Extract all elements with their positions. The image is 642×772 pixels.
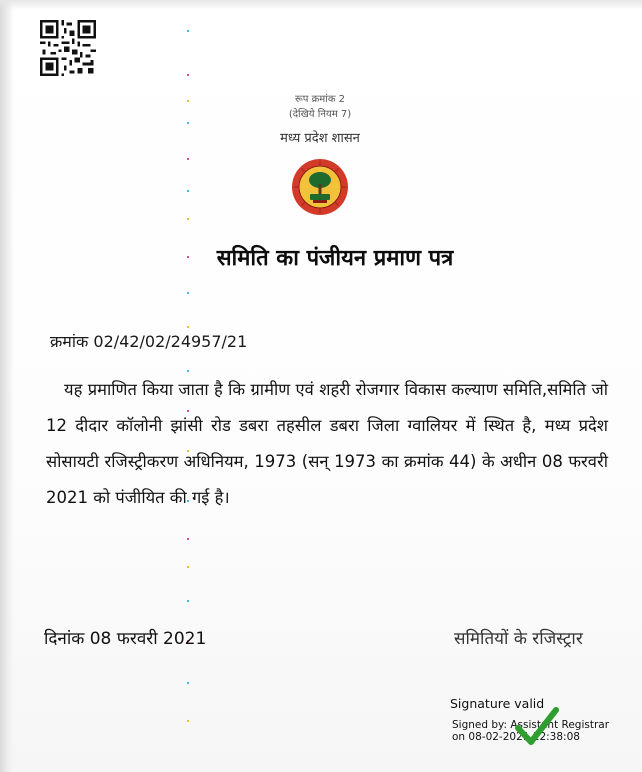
certificate-statement: यह प्रमाणित किया जाता है कि ग्रामीण एवं शहरी रोजगार विकास कल्याण समिति,समिति जो 12 दीदार कॉलोनी झांसी रोड डबरा तहसील डबरा जिला ग्वालियर में स्थित है, मध्य प्रदेश सोसायटी रजिस्ट्रीकरण अधिनियम, 1973 (सन् 1973 का क्रमांक 44) के अधीन 08 फरवरी 2021 को पंजीयित की गई है। xyxy=(46,380,608,507)
signature-status: Signature valid xyxy=(450,696,545,711)
qr-code-icon xyxy=(40,20,96,76)
certificate-title: समिति का पंजीयन प्रमाण पत्र xyxy=(216,246,454,271)
form-number: रूप क्रमांक 2 xyxy=(294,94,346,105)
registration-label: क्रमांक xyxy=(50,332,89,351)
government-name: मध्य प्रदेश शासन xyxy=(280,131,360,146)
paper-fold-shadow xyxy=(0,0,14,772)
signed-by: Signed by: Assistant Registrar xyxy=(452,719,610,731)
mp-state-emblem-icon xyxy=(291,158,349,216)
registrar-title: समितियों के रजिस्ट्रार xyxy=(454,629,583,649)
rule-reference: (देखिये नियम 7) xyxy=(288,109,352,120)
paper-top-shadow xyxy=(0,0,642,10)
registration-number xyxy=(50,330,247,352)
issue-date: दिनांक 08 फरवरी 2021 xyxy=(44,629,207,649)
checkmark-icon xyxy=(514,704,560,750)
registration-value: 02/42/02/24957/21 xyxy=(93,332,248,351)
signed-on: on 08-02-2021 12:38:08 xyxy=(452,731,580,743)
certificate-body xyxy=(46,372,608,516)
